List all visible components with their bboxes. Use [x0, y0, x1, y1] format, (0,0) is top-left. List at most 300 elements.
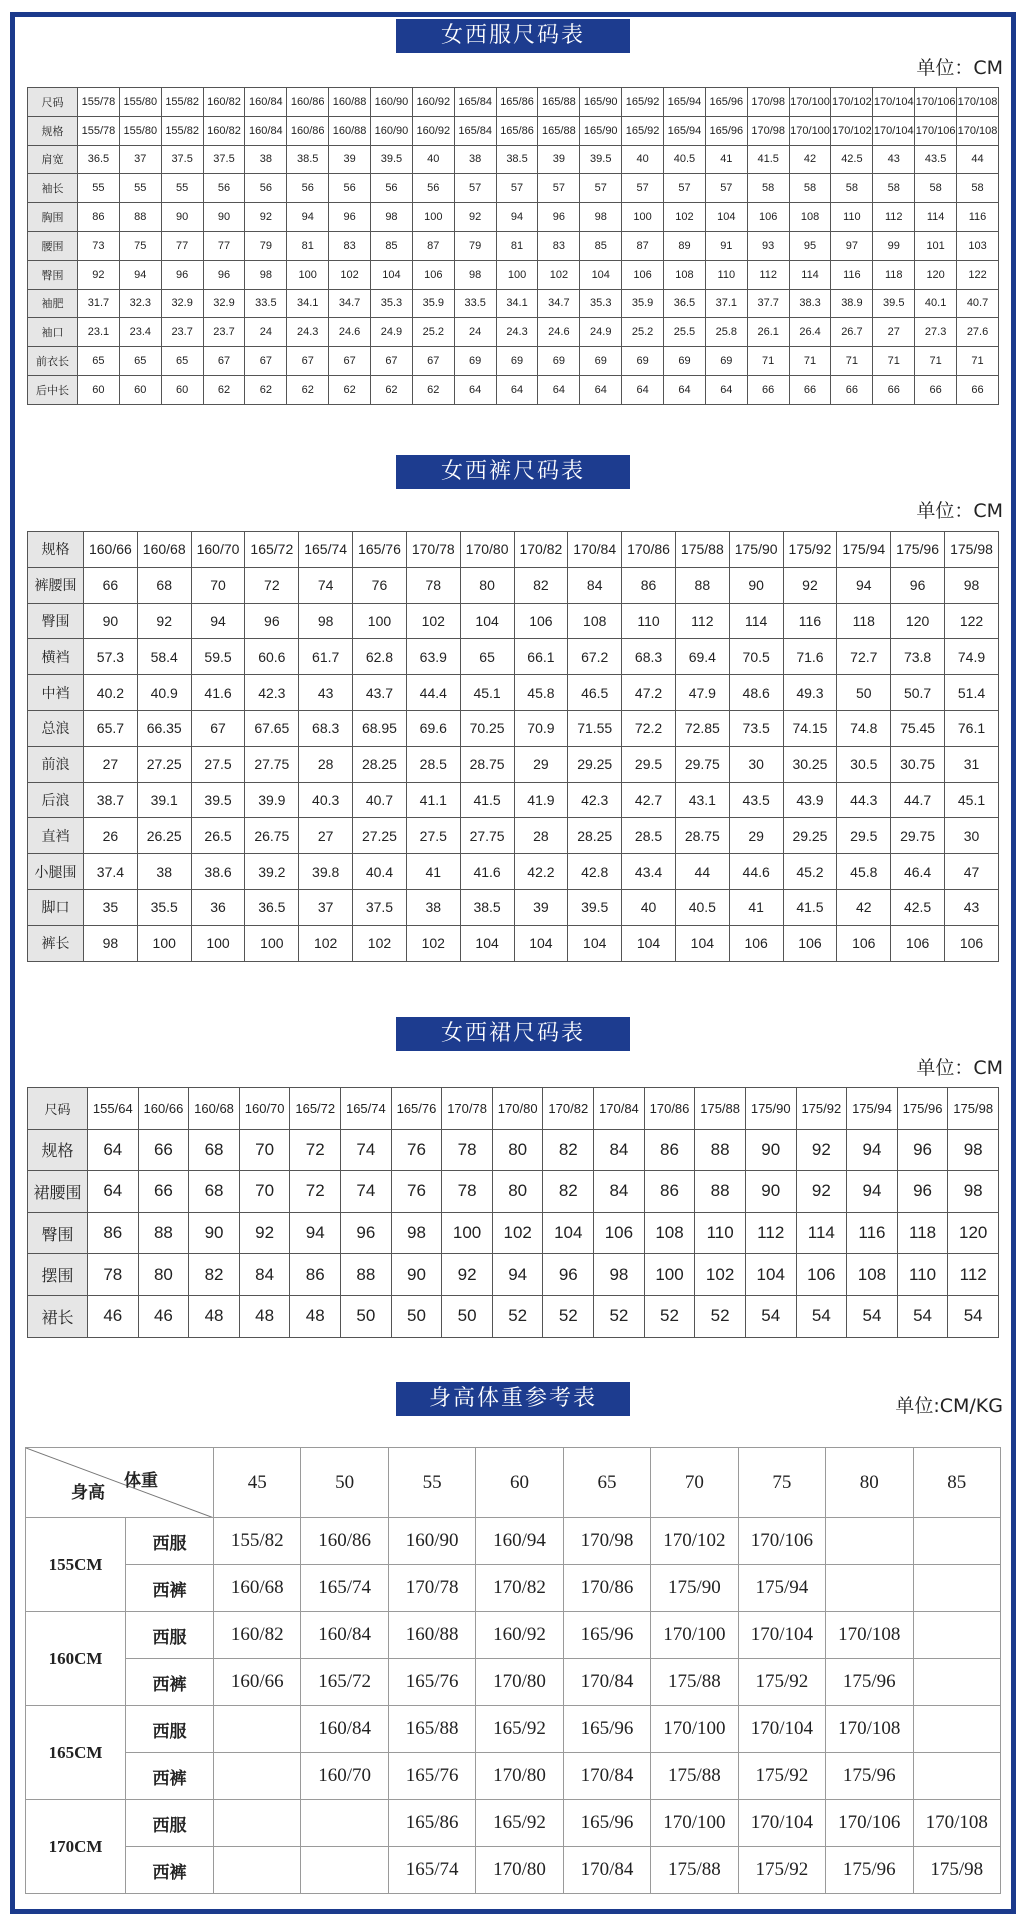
table-cell: 73.5	[729, 710, 783, 746]
table-cell: 170/84	[563, 1753, 650, 1800]
table-cell: 104	[705, 203, 747, 232]
row-label: 胸围	[28, 203, 78, 232]
table-cell: 160/66	[214, 1659, 301, 1706]
table-cell: 66	[873, 375, 915, 404]
table-cell: 92	[442, 1254, 493, 1296]
table-cell: 71	[873, 347, 915, 376]
table-cell: 47.2	[622, 675, 676, 711]
table-cell: 104	[460, 925, 514, 961]
table-cell: 37.5	[161, 145, 203, 174]
table-cell: 76.1	[945, 710, 999, 746]
table-cell: 108	[847, 1254, 898, 1296]
table-cell: 40	[622, 889, 676, 925]
table-cell: 66.1	[514, 639, 568, 675]
table-cell: 98	[948, 1129, 999, 1171]
table-cell: 160/68	[214, 1565, 301, 1612]
table-cell: 170/106	[738, 1518, 825, 1565]
table-cell: 94	[290, 1212, 341, 1254]
table-cell: 165/86	[496, 88, 538, 117]
table-cell: 82	[514, 567, 568, 603]
table-cell: 68.95	[353, 710, 407, 746]
table-cell: 80	[492, 1171, 543, 1213]
table-cell: 41	[406, 854, 460, 890]
table-cell: 42	[837, 889, 891, 925]
table-cell: 175/88	[651, 1847, 738, 1894]
table-cell: 45.2	[783, 854, 837, 890]
table-cell: 160/88	[329, 116, 371, 145]
table-cell: 26.1	[747, 318, 789, 347]
table-cell: 74	[341, 1171, 392, 1213]
table-cell: 102	[406, 925, 460, 961]
table-cell: 170/78	[406, 532, 460, 568]
table-cell: 170/104	[873, 88, 915, 117]
table-cell: 108	[789, 203, 831, 232]
table-cell: 165/72	[301, 1659, 388, 1706]
table-cell: 54	[897, 1295, 948, 1337]
table-cell: 79	[454, 231, 496, 260]
table-cell: 106	[945, 925, 999, 961]
ref-unit: 单位:CM/KG	[895, 1395, 1003, 1417]
table-cell: 112	[948, 1254, 999, 1296]
table-cell: 96	[897, 1171, 948, 1213]
weight-header: 65	[563, 1448, 650, 1518]
row-label: 袖肥	[28, 289, 78, 318]
table-cell: 69	[705, 347, 747, 376]
row-label: 裤腰围	[28, 567, 84, 603]
table-cell: 42.3	[245, 675, 299, 711]
table-cell: 57	[538, 174, 580, 203]
table-cell: 96	[538, 203, 580, 232]
pants-size-table	[27, 531, 999, 962]
table-cell: 160/82	[214, 1612, 301, 1659]
row-label: 摆围	[28, 1254, 88, 1296]
table-cell: 98	[391, 1212, 442, 1254]
table-cell: 65	[161, 347, 203, 376]
table-cell: 104	[543, 1212, 594, 1254]
table-cell: 71	[831, 347, 873, 376]
weight-header: 70	[651, 1448, 738, 1518]
table-cell: 160/88	[329, 88, 371, 117]
table-cell: 27.6	[957, 318, 999, 347]
table-cell: 29	[729, 818, 783, 854]
table-cell: 160/86	[301, 1518, 388, 1565]
table-cell: 37	[119, 145, 161, 174]
row-label: 裙腰围	[28, 1171, 88, 1213]
table-cell: 40	[622, 145, 664, 174]
table-cell: 170/104	[738, 1800, 825, 1847]
table-cell: 155/82	[214, 1518, 301, 1565]
table-cell: 67	[245, 347, 287, 376]
table-cell: 39.2	[245, 854, 299, 890]
table-cell: 160/70	[239, 1088, 290, 1130]
table-cell: 28.75	[460, 746, 514, 782]
table-cell: 69	[496, 347, 538, 376]
table-cell: 45.1	[945, 782, 999, 818]
table-cell: 66	[957, 375, 999, 404]
table-row	[28, 925, 999, 961]
table-cell: 41	[729, 889, 783, 925]
table-cell: 38.9	[831, 289, 873, 318]
table-cell: 42.5	[831, 145, 873, 174]
table-cell: 45.8	[514, 675, 568, 711]
table-cell: 26	[84, 818, 138, 854]
table-cell: 175/96	[826, 1847, 913, 1894]
table-cell: 76	[391, 1129, 442, 1171]
table-cell: 71	[747, 347, 789, 376]
table-cell: 165/88	[538, 116, 580, 145]
table-cell: 170/100	[789, 116, 831, 145]
table-cell: 155/80	[119, 116, 161, 145]
table-cell: 165/90	[580, 116, 622, 145]
table-cell: 24.9	[580, 318, 622, 347]
table-cell: 85	[371, 231, 413, 260]
table-cell: 27	[84, 746, 138, 782]
table-cell: 160/70	[301, 1753, 388, 1800]
table-cell: 35.3	[371, 289, 413, 318]
table-cell: 50.7	[891, 675, 945, 711]
table-cell: 58	[873, 174, 915, 203]
table-cell: 50	[442, 1295, 493, 1337]
table-cell: 27.75	[245, 746, 299, 782]
table-cell	[913, 1659, 1001, 1706]
table-cell: 170/80	[476, 1659, 563, 1706]
row-label: 尺码	[28, 88, 78, 117]
table-row	[28, 1254, 999, 1296]
table-cell: 56	[203, 174, 245, 203]
table-cell: 108	[644, 1212, 695, 1254]
table-cell: 160/92	[412, 88, 454, 117]
table-cell: 170/104	[738, 1706, 825, 1753]
table-cell: 38	[137, 854, 191, 890]
table-row	[28, 145, 999, 174]
table-cell: 85	[580, 231, 622, 260]
table-cell: 170/82	[543, 1088, 594, 1130]
table-cell: 49.3	[783, 675, 837, 711]
table-cell: 90	[729, 567, 783, 603]
table-cell: 27	[299, 818, 353, 854]
table-cell: 64	[496, 375, 538, 404]
table-cell: 160/90	[371, 88, 413, 117]
table-cell: 40.7	[957, 289, 999, 318]
table-cell: 46.5	[568, 675, 622, 711]
table-cell: 43.5	[729, 782, 783, 818]
table-cell: 66	[831, 375, 873, 404]
garment-label: 西裤	[126, 1659, 214, 1706]
table-cell: 165/92	[476, 1800, 563, 1847]
table-cell: 55	[119, 174, 161, 203]
table-cell: 81	[496, 231, 538, 260]
table-cell: 31.7	[78, 289, 120, 318]
table-cell: 102	[353, 925, 407, 961]
table-cell: 170/98	[747, 116, 789, 145]
table-cell: 89	[664, 231, 706, 260]
table-cell: 98	[594, 1254, 645, 1296]
table-cell: 40.9	[137, 675, 191, 711]
table-cell: 120	[915, 260, 957, 289]
table-cell: 64	[664, 375, 706, 404]
garment-label: 西裤	[126, 1565, 214, 1612]
table-cell: 65	[460, 639, 514, 675]
table-cell: 170/108	[913, 1800, 1001, 1847]
row-label: 裙长	[28, 1295, 88, 1337]
table-row	[28, 603, 999, 639]
table-cell: 90	[84, 603, 138, 639]
table-cell: 170/102	[651, 1518, 738, 1565]
table-cell: 170/86	[563, 1565, 650, 1612]
table-cell: 35.5	[137, 889, 191, 925]
table-cell: 165/74	[301, 1565, 388, 1612]
table-cell: 100	[622, 203, 664, 232]
table-cell: 26.5	[191, 818, 245, 854]
table-cell: 56	[245, 174, 287, 203]
table-cell: 51.4	[945, 675, 999, 711]
table-cell: 46	[88, 1295, 139, 1337]
suit-unit: 单位：CM	[916, 57, 1003, 79]
table-cell: 160/92	[476, 1612, 563, 1659]
table-cell: 90	[189, 1212, 240, 1254]
table-cell: 170/86	[644, 1088, 695, 1130]
table-cell: 170/100	[651, 1706, 738, 1753]
table-cell: 30.75	[891, 746, 945, 782]
table-cell: 175/90	[745, 1088, 796, 1130]
table-cell: 67	[287, 347, 329, 376]
ref-title: 身高体重参考表	[396, 1382, 630, 1416]
table-cell: 118	[873, 260, 915, 289]
table-cell: 106	[594, 1212, 645, 1254]
table-cell: 96	[161, 260, 203, 289]
table-cell: 38	[454, 145, 496, 174]
row-label: 后中长	[28, 375, 78, 404]
table-cell	[214, 1753, 301, 1800]
table-cell: 175/92	[738, 1659, 825, 1706]
table-cell: 84	[568, 567, 622, 603]
row-label: 规格	[28, 1129, 88, 1171]
table-cell	[826, 1518, 913, 1565]
table-cell: 72	[290, 1171, 341, 1213]
table-cell: 175/96	[826, 1659, 913, 1706]
table-cell: 72	[290, 1129, 341, 1171]
table-cell: 116	[957, 203, 999, 232]
table-cell: 41.9	[514, 782, 568, 818]
table-cell: 39.5	[580, 145, 622, 174]
table-cell: 30	[729, 746, 783, 782]
table-cell: 160/66	[138, 1088, 189, 1130]
table-cell: 106	[796, 1254, 847, 1296]
table-cell: 175/92	[783, 532, 837, 568]
table-cell: 110	[831, 203, 873, 232]
table-cell: 170/82	[476, 1565, 563, 1612]
table-cell: 43	[873, 145, 915, 174]
table-cell: 108	[568, 603, 622, 639]
table-cell: 24.3	[496, 318, 538, 347]
table-cell: 69.6	[406, 710, 460, 746]
table-cell: 50	[341, 1295, 392, 1337]
table-cell: 81	[287, 231, 329, 260]
table-cell: 92	[796, 1129, 847, 1171]
table-row	[28, 567, 999, 603]
table-cell: 88	[341, 1254, 392, 1296]
table-cell	[214, 1800, 301, 1847]
table-cell: 54	[796, 1295, 847, 1337]
table-cell: 66.35	[137, 710, 191, 746]
table-cell: 120	[948, 1212, 999, 1254]
table-cell: 70.25	[460, 710, 514, 746]
table-cell: 39.8	[299, 854, 353, 890]
table-cell: 42.8	[568, 854, 622, 890]
table-cell: 65.7	[84, 710, 138, 746]
size-chart-frame	[10, 12, 1016, 1914]
table-cell: 165/86	[496, 116, 538, 145]
table-row	[28, 260, 999, 289]
table-cell: 122	[945, 603, 999, 639]
table-cell: 68.3	[622, 639, 676, 675]
row-label: 袖长	[28, 174, 78, 203]
table-cell: 47	[945, 854, 999, 890]
height-cell: 170CM	[26, 1800, 126, 1894]
table-cell: 39.5	[191, 782, 245, 818]
table-cell: 44	[675, 854, 729, 890]
table-cell: 102	[538, 260, 580, 289]
garment-label: 西服	[126, 1518, 214, 1565]
table-cell: 42.2	[514, 854, 568, 890]
table-cell: 165/88	[538, 88, 580, 117]
table-cell: 35.3	[580, 289, 622, 318]
table-row	[28, 746, 999, 782]
table-cell: 66	[747, 375, 789, 404]
table-cell: 92	[796, 1171, 847, 1213]
table-cell: 39	[514, 889, 568, 925]
table-cell: 160/88	[388, 1612, 475, 1659]
table-cell: 40.5	[664, 145, 706, 174]
table-cell: 155/82	[161, 116, 203, 145]
table-cell: 99	[873, 231, 915, 260]
table-cell: 90	[745, 1129, 796, 1171]
table-cell	[214, 1847, 301, 1894]
table-cell: 64	[622, 375, 664, 404]
table-cell: 72	[245, 567, 299, 603]
table-cell: 34.7	[538, 289, 580, 318]
table-cell: 70	[191, 567, 245, 603]
table-cell: 71.55	[568, 710, 622, 746]
table-cell: 175/98	[913, 1847, 1001, 1894]
table-cell: 57.3	[84, 639, 138, 675]
table-cell: 34.1	[287, 289, 329, 318]
table-cell: 63.9	[406, 639, 460, 675]
table-cell: 106	[747, 203, 789, 232]
height-cell: 165CM	[26, 1706, 126, 1800]
table-cell: 64	[705, 375, 747, 404]
table-cell: 80	[138, 1254, 189, 1296]
garment-label: 西服	[126, 1706, 214, 1753]
table-row	[28, 231, 999, 260]
table-cell: 67.65	[245, 710, 299, 746]
table-cell: 62	[412, 375, 454, 404]
table-cell: 26.4	[789, 318, 831, 347]
table-cell: 87	[622, 231, 664, 260]
table-cell: 38.7	[84, 782, 138, 818]
row-label: 尺码	[28, 1088, 88, 1130]
table-cell: 41	[705, 145, 747, 174]
table-cell: 175/94	[847, 1088, 898, 1130]
row-label: 横裆	[28, 639, 84, 675]
table-cell: 50	[391, 1295, 442, 1337]
table-cell: 74.9	[945, 639, 999, 675]
table-cell: 26.25	[137, 818, 191, 854]
table-cell: 65	[78, 347, 120, 376]
table-cell: 43	[299, 675, 353, 711]
table-row	[28, 318, 999, 347]
table-cell: 170/108	[826, 1612, 913, 1659]
table-cell: 48.6	[729, 675, 783, 711]
table-cell: 33.5	[454, 289, 496, 318]
table-cell: 170/100	[651, 1800, 738, 1847]
table-cell: 72.2	[622, 710, 676, 746]
table-cell: 76	[353, 567, 407, 603]
table-cell: 106	[891, 925, 945, 961]
table-cell: 106	[729, 925, 783, 961]
table-cell: 104	[675, 925, 729, 961]
table-cell: 44.7	[891, 782, 945, 818]
table-cell: 120	[891, 603, 945, 639]
table-cell: 110	[705, 260, 747, 289]
table-cell: 58	[957, 174, 999, 203]
table-cell: 155/80	[119, 88, 161, 117]
table-cell: 74	[341, 1129, 392, 1171]
table-cell: 155/78	[78, 116, 120, 145]
table-cell: 165/76	[388, 1753, 475, 1800]
table-cell: 43.1	[675, 782, 729, 818]
table-cell: 104	[514, 925, 568, 961]
table-cell: 28	[514, 818, 568, 854]
table-cell: 25.2	[622, 318, 664, 347]
table-cell: 65	[119, 347, 161, 376]
table-cell: 39.5	[568, 889, 622, 925]
table-cell: 160/90	[388, 1518, 475, 1565]
row-label: 中裆	[28, 675, 84, 711]
table-cell: 57	[622, 174, 664, 203]
table-cell: 40.4	[353, 854, 407, 890]
table-cell: 57	[580, 174, 622, 203]
table-cell: 165/72	[290, 1088, 341, 1130]
row-label: 直裆	[28, 818, 84, 854]
corner-cell	[26, 1448, 214, 1518]
table-cell: 56	[329, 174, 371, 203]
table-row	[28, 710, 999, 746]
table-cell: 112	[747, 260, 789, 289]
table-cell: 37.4	[84, 854, 138, 890]
table-cell: 170/102	[831, 88, 873, 117]
table-cell: 24.6	[538, 318, 580, 347]
table-cell: 160/70	[191, 532, 245, 568]
table-cell: 78	[406, 567, 460, 603]
table-cell: 165/76	[353, 532, 407, 568]
table-cell: 62	[287, 375, 329, 404]
table-cell: 160/66	[84, 532, 138, 568]
table-cell: 91	[705, 231, 747, 260]
table-cell: 73.8	[891, 639, 945, 675]
table-cell: 165/74	[341, 1088, 392, 1130]
garment-label: 西服	[126, 1800, 214, 1847]
table-cell: 160/92	[412, 116, 454, 145]
table-row	[26, 1518, 1001, 1565]
table-cell: 116	[847, 1212, 898, 1254]
table-cell: 27	[873, 318, 915, 347]
table-cell: 52	[492, 1295, 543, 1337]
table-row	[26, 1612, 1001, 1659]
garment-label: 西裤	[126, 1847, 214, 1894]
table-cell: 46	[138, 1295, 189, 1337]
table-cell: 170/108	[957, 116, 999, 145]
